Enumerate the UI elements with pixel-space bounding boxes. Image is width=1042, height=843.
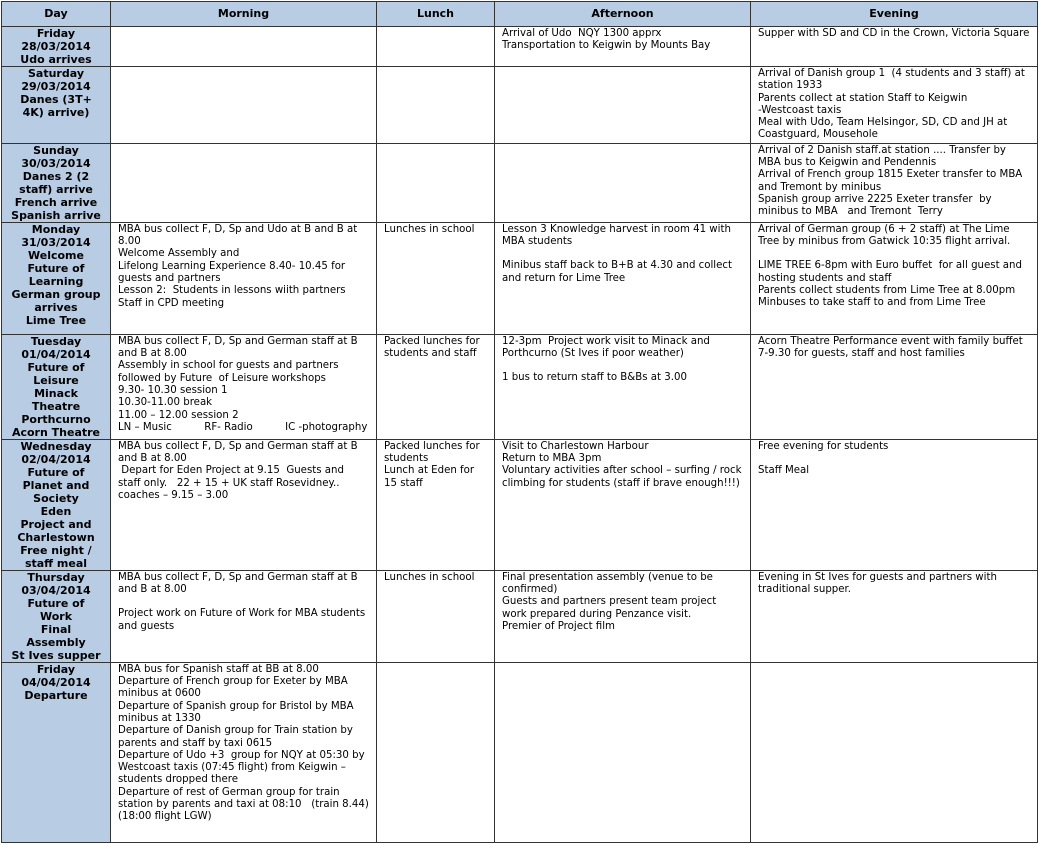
afternoon-cell <box>495 662 751 842</box>
evening-line <box>758 248 1030 260</box>
day-line: Welcome <box>28 248 84 262</box>
morning-cell <box>111 27 377 67</box>
lunch-line: Lunches in school <box>384 571 475 583</box>
day-line: staff meal <box>24 556 88 570</box>
afternoon-line <box>502 248 743 260</box>
lunch-cell <box>377 27 495 67</box>
day-line: Wednesday <box>20 439 92 453</box>
lunch-line: Packed lunches for students and staff <box>384 335 483 360</box>
day-line: 31/03/2014 <box>21 235 91 249</box>
day-line: Free night / <box>20 543 92 557</box>
day-line: Eden <box>40 504 72 518</box>
morning-line: Assembly in school for guests and partners followed by Future of Leisure workshops <box>118 360 342 384</box>
afternoon-cell <box>495 439 751 570</box>
afternoon-cell <box>495 222 751 334</box>
day-line: Final <box>40 622 72 636</box>
evening-line: Minbuses to take staff to and from Lime Tree <box>758 297 986 309</box>
evening-cell <box>751 570 1038 662</box>
morning-line: 10.30-11.00 break <box>118 397 213 409</box>
day-line: Tuesday <box>30 334 82 348</box>
day-line: Future of <box>27 261 85 275</box>
morning-line: Lifelong Learning Experience 8.40- 10.45 for guests and partners <box>118 260 349 284</box>
morning-line: Lesson 2: Students in lessons wiith partners <box>118 285 346 297</box>
day-line: Future of <box>27 360 85 374</box>
day-line: Assembly <box>26 635 86 649</box>
day-line: Udo arrives <box>20 53 92 66</box>
morning-line: MBA bus collect F, D, Sp and Udo at B and B at 8.00 <box>118 223 361 248</box>
morning-line: Staff in CPD meeting <box>118 297 225 309</box>
day-line: Learning <box>28 274 84 288</box>
evening-line: Parents collect students from Lime Tree at 8.00pm <box>758 284 1016 296</box>
day-line: Society <box>33 491 79 505</box>
day-cell <box>2 570 111 662</box>
day-line: Charlestown <box>17 530 95 544</box>
afternoon-cell <box>495 67 751 144</box>
evening-line: Arrival of German group (6 + 2 staff) at The Lime Tree by minibus from Gatwick 10:35 flight arrival. <box>758 223 1013 248</box>
morning-cell <box>111 67 377 144</box>
header-lunch: Lunch <box>377 2 495 27</box>
afternoon-cell <box>495 570 751 662</box>
day-line: Monday <box>31 222 81 236</box>
evening-line <box>758 453 1030 465</box>
afternoon-line: Lesson 3 Knowledge harvest in room 41 with MBA students <box>502 223 735 248</box>
table-row <box>2 334 1038 439</box>
day-cell <box>2 334 111 439</box>
day-line: Thursday <box>27 570 85 584</box>
day-line: Porthcurno <box>21 412 91 426</box>
morning-line: Departure of rest of German group for train station by parents and taxi at 08:10 (train 8.44) (18:00 flight LGW) <box>118 786 376 823</box>
day-line: Minack <box>34 386 78 400</box>
morning-line: Departure of Danish group for Train station by parents and staff by taxi 0615 <box>118 725 357 749</box>
morning-line: LN – Music RF- Radio IC -photography <box>118 421 368 433</box>
day-line: Spanish arrive <box>11 208 101 222</box>
day-line: Danes (3T+ <box>20 93 92 106</box>
evening-cell <box>751 27 1038 67</box>
evening-cell <box>751 662 1038 842</box>
day-line: St Ives supper <box>11 648 101 662</box>
day-line: 01/04/2014 <box>21 347 91 361</box>
evening-line: LIME TREE 6-8pm with Euro buffet for all guest and hosting students and staff <box>758 260 1026 284</box>
lunch-line: Lunch at Eden for 15 staff <box>384 465 478 489</box>
evening-cell <box>751 439 1038 570</box>
afternoon-line: Transportation to Keigwin by Mounts Bay <box>502 40 711 52</box>
morning-line: Welcome Assembly and <box>118 248 240 260</box>
morning-line: Project work on Future of Work for MBA students and guests <box>118 608 369 632</box>
evening-line: Arrival of Danish group 1 (4 students and 3 staff) at station 1933 <box>758 68 1029 92</box>
morning-cell <box>111 143 377 222</box>
day-line: Leisure <box>33 373 79 387</box>
schedule-table <box>1 1 1038 843</box>
morning-cell <box>111 570 377 662</box>
day-line: arrives <box>34 300 78 314</box>
afternoon-line: Premier of Project film <box>502 620 615 632</box>
evening-line: Supper with SD and CD in the Crown, Victoria Square <box>758 28 1030 39</box>
day-cell <box>2 662 111 842</box>
morning-cell <box>111 439 377 570</box>
table-row <box>2 27 1038 67</box>
afternoon-line: Minibus staff back to B+B at 4.30 and collect and return for Lime Tree <box>502 260 736 284</box>
header-morning: Morning <box>111 2 377 27</box>
lunch-cell <box>377 570 495 662</box>
day-line: Sunday <box>33 143 79 157</box>
day-line: 28/03/2014 <box>21 40 91 53</box>
table-row <box>2 439 1038 570</box>
afternoon-cell <box>495 143 751 222</box>
morning-line: 11.00 – 12.00 session 2 <box>118 409 239 421</box>
evening-line: Evening in St Ives for guests and partners with traditional supper. <box>758 571 1001 596</box>
day-line: Project and <box>20 517 92 531</box>
afternoon-cell <box>495 334 751 439</box>
morning-line: Depart for Eden Project at 9.15 Guests and staff only. 22 + 15 + UK staff Rosevidney.. coaches – 9.15 – 3.00 <box>118 465 348 501</box>
day-line: 03/04/2014 <box>21 583 91 597</box>
afternoon-line: Final presentation assembly (venue to be confirmed) <box>502 571 717 596</box>
day-line: Saturday <box>28 67 84 80</box>
morning-line: MBA bus collect F, D, Sp and German staff at B and B at 8.00 <box>118 335 361 360</box>
header-evening: Evening <box>751 2 1038 27</box>
table-row <box>2 67 1038 144</box>
day-line: German group <box>11 287 101 301</box>
day-line: Acorn Theatre <box>11 425 101 439</box>
day-line: Planet and <box>22 478 90 492</box>
day-cell <box>2 143 111 222</box>
table-row <box>2 143 1038 222</box>
day-line: Danes 2 (2 <box>22 169 90 183</box>
day-line: 04/04/2014 <box>21 675 91 689</box>
morning-line: MBA bus collect F, D, Sp and German staff at B and B at 8.00 <box>118 571 361 596</box>
lunch-cell <box>377 662 495 842</box>
evening-cell <box>751 67 1038 144</box>
evening-cell <box>751 143 1038 222</box>
afternoon-line: Arrival of Udo NQY 1300 apprx <box>502 28 662 39</box>
lunch-cell <box>377 439 495 570</box>
afternoon-line: Return to MBA 3pm <box>502 453 602 465</box>
table-row <box>2 662 1038 842</box>
day-line: 4K) arrive) <box>22 106 90 119</box>
day-cell <box>2 222 111 334</box>
evening-line: Acorn Theatre Performance event with family buffet 7-9.30 for guests, staff and host families <box>758 335 1027 360</box>
morning-line: MBA bus collect F, D, Sp and German staff at B and B at 8.00 <box>118 440 361 465</box>
table-row <box>2 570 1038 662</box>
day-line: 30/03/2014 <box>21 156 91 170</box>
day-line: Friday <box>36 27 76 40</box>
afternoon-line: 1 bus to return staff to B&Bs at 3.00 <box>502 372 687 384</box>
day-line: French arrive <box>14 195 98 209</box>
header-afternoon: Afternoon <box>495 2 751 27</box>
morning-line <box>118 596 369 608</box>
day-line: Theatre <box>31 399 81 413</box>
afternoon-line: Guests and partners present team project work prepared during Penzance visit. <box>502 596 720 620</box>
morning-line: Departure of Udo +3 group for NQY at 05:30 by Westcoast taxis (07:45 flight) from Keigwin – students dropped there <box>118 749 368 786</box>
evening-line: Meal with Udo, Team Helsingor, SD, CD and JH at Coastguard, Mousehole <box>758 117 1011 141</box>
afternoon-line: Voluntary activities after school – surfing / rock climbing for students (staff if brave enough!!!) <box>502 465 745 489</box>
evening-cell <box>751 222 1038 334</box>
morning-cell <box>111 222 377 334</box>
table-row <box>2 222 1038 334</box>
evening-line: Spanish group arrive 2225 Exeter transfer by minibus to MBA and Tremont Terry <box>758 193 995 218</box>
day-line: Future of <box>27 596 85 610</box>
evening-line: Parents collect at station Staff to Keigwin <box>758 92 968 104</box>
evening-line: Free evening for students <box>758 440 889 452</box>
evening-line: Staff Meal <box>758 465 810 477</box>
morning-line: MBA bus for Spanish staff at BB at 8.00 <box>118 663 319 675</box>
evening-cell <box>751 334 1038 439</box>
day-line: staff) arrive <box>19 182 93 196</box>
header-row <box>2 2 1038 27</box>
afternoon-line: Visit to Charlestown Harbour <box>502 440 649 452</box>
day-line: 29/03/2014 <box>21 80 91 93</box>
evening-line: Arrival of French group 1815 Exeter transfer to MBA and Tremont by minibus <box>758 169 1026 193</box>
lunch-line: Lunches in school <box>384 223 475 235</box>
day-cell <box>2 27 111 67</box>
day-line: Friday <box>36 662 76 676</box>
morning-line: Departure of Spanish group for Bristol by MBA minibus at 1330 <box>118 700 357 724</box>
day-line: Lime Tree <box>25 313 87 327</box>
morning-line: Departure of French group for Exeter by MBA minibus at 0600 <box>118 676 352 700</box>
morning-cell <box>111 334 377 439</box>
day-line: Departure <box>24 688 88 702</box>
lunch-cell <box>377 222 495 334</box>
day-cell <box>2 439 111 570</box>
day-line: Future of <box>27 465 85 479</box>
morning-cell <box>111 662 377 842</box>
evening-line: Arrival of 2 Danish staff.at station .... Transfer by MBA bus to Keigwin and Pendennis <box>758 144 1010 169</box>
lunch-cell <box>377 67 495 144</box>
lunch-cell <box>377 143 495 222</box>
evening-line: -Westcoast taxis <box>758 104 842 116</box>
day-line: 02/04/2014 <box>21 452 91 466</box>
morning-line: 9.30- 10.30 session 1 <box>118 384 228 396</box>
day-line: Work <box>39 609 73 623</box>
afternoon-line <box>502 360 743 372</box>
lunch-cell <box>377 334 495 439</box>
afternoon-cell <box>495 27 751 67</box>
afternoon-line: 12-3pm Project work visit to Minack and Porthcurno (St Ives if poor weather) <box>502 335 714 360</box>
header-day: Day <box>2 2 111 27</box>
lunch-line: Packed lunches for students <box>384 440 483 465</box>
day-cell <box>2 67 111 144</box>
